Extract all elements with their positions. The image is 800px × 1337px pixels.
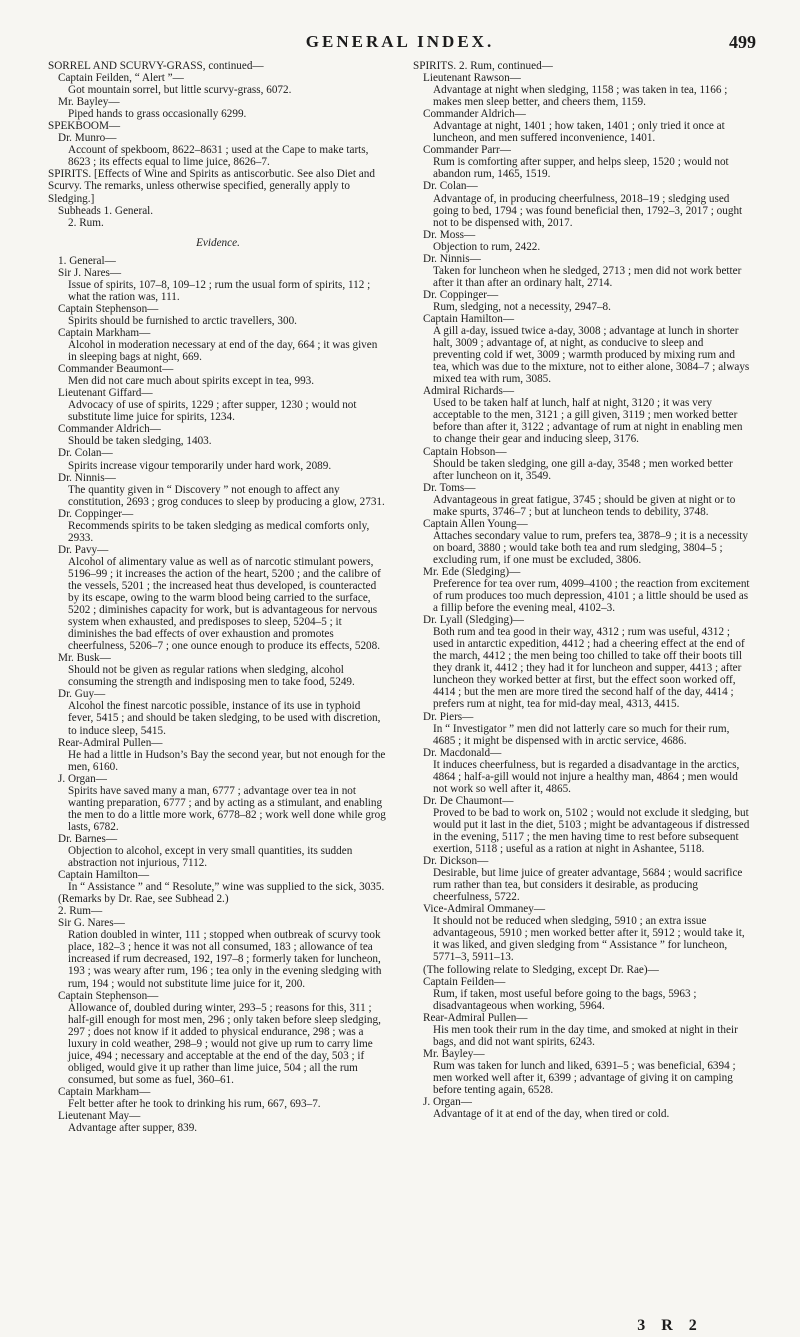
entry-text: Account of spekboom, 8622–8631 ; used at the Cape to make tarts, 8623 ; its effects equal to lime juice, 8626–7. (68, 144, 369, 169)
witness-name: Commander Aldrich— (58, 423, 161, 436)
witness-name: Dr. Moss— (423, 228, 476, 241)
entry-text: In “ Investigator ” men did not latterly care so much for their rum, 4685 ; it might be dispensed with in arctic service, 4686. (433, 722, 730, 747)
entry-text: Spirits should be furnished to arctic travellers, 300. (68, 314, 297, 327)
witness-name: Mr. Busk— (58, 652, 111, 665)
entry-text: Advantage after supper, 839. (68, 1122, 198, 1135)
right-column (413, 60, 753, 1120)
entry-text: Recommends spirits to be taken sledging as medical comforts only, 2933. (68, 519, 370, 544)
entry-text: Should be taken sledging, one gill a-day, 3548 ; men worked better after luncheon on it, 3549. (433, 457, 733, 482)
entry-text: Objection to rum, 2422. (433, 240, 541, 253)
entry-text: Felt better after he took to drinking his rum, 667, 693–7. (68, 1097, 321, 1110)
witness-name: Dr. Guy— (58, 688, 106, 701)
entry-text: Both rum and tea good in their way, 4312 ; rum was useful, 4312 ; used in antarctic expedition, 4412 ; had a cheering effect at the end of the march, 4412 ; the men being too chilled to take off their boots till they drank it, 4412 ; they had it for luncheon and supper, 4413 ; after luncheon they worked better at first, but the effect soon worked off, 4414 ; but the men are more tired the second half of the day, 4414 ; prefers rum at night, tea for mid-day meal, 4313, 4415. (433, 626, 745, 711)
entry-text: Advantage of, in producing cheerfulness, 2018–19 ; sledging used going to bed, 1794 ; was found beneficial then, 1792–3, 2017 ; ought not to be dispensed with, 2017. (433, 192, 743, 229)
entry-text: Desirable, but lime juice of greater advantage, 5684 ; would sacrifice rum rather than tea, but considers it desirable, as producing cheerfulness, 5722. (433, 867, 743, 904)
entry-text: Got mountain sorrel, but little scurvy-grass, 6072. (68, 84, 292, 97)
witness-name: Dr. Ninnis— (58, 471, 116, 484)
witness-name: Captain Allen Young— (423, 517, 528, 530)
witness-name: Lieutenant May— (58, 1110, 141, 1123)
witness-name: Lieutenant Rawson— (423, 72, 521, 85)
witness-name: Commander Aldrich— (423, 108, 526, 121)
entry-text: Allowance of, doubled during winter, 293–5 ; reasons for this, 311 ; half-gill enough for most men, 296 ; only taken before sleep sledging, 297 ; does not know if it added to physical endurance, 298 ; was a luxury in cold weather, 298–9 ; would not give up rum to carry lime juice, 494 ; necessary and acceptable at the end of the day, 503 ; if obliged, would give it up rather than lime juice, 504 ; all the rum consumed, but some as fuel, 360–61. (68, 1001, 381, 1086)
witness-name: Dr. Munro— (58, 132, 117, 145)
witness-name: Dr. Colan— (58, 447, 113, 460)
witness-name: Dr. Lyall (Sledging)— (423, 614, 524, 627)
entry-text: Men did not care much about spirits except in tea, 993. (68, 375, 315, 388)
witness-name: Subheads 1. General. (58, 204, 154, 217)
entry-text: Issue of spirits, 107–8, 109–12 ; rum the usual form of spirits, 112 ; what the ration was, 111. (68, 278, 371, 303)
witness-name: Mr. Bayley— (58, 96, 120, 109)
entry-text: Spirits increase vigour temporarily under hard work, 2089. (68, 459, 332, 472)
entry-text: It induces cheerfulness, but is regarded a disadvantage in the arctics, 4864 ; half-a-gill would not injure a healthy man, 4864 ; men would not work so well after it, 4865. (433, 758, 740, 795)
entry-text: 2. Rum. (68, 216, 104, 229)
witness-name: Dr. Dickson— (423, 855, 489, 868)
witness-name: Dr. De Chaumont— (423, 794, 514, 807)
witness-name: Dr. Toms— (423, 481, 476, 494)
witness-name: Captain Stephenson— (58, 989, 159, 1002)
section-divider: Evidence. (196, 236, 240, 249)
entry-text: He had a little in Hudson’s Bay the second year, but not enough for the men, 6160. (68, 748, 386, 773)
entry-text: Attaches secondary value to rum, prefers tea, 3878–9 ; it is a necessity on board, 3880 ; would take both tea and rum sledging, 3804–5 ; excluding rum, if one must be excluded, 3806. (433, 529, 749, 566)
witness-name: Vice-Admiral Ommaney— (423, 903, 546, 916)
witness-name: Captain Feilden, “ Alert ”— (58, 72, 184, 85)
witness-name: Mr. Bayley— (423, 1047, 485, 1060)
witness-name: Captain Hobson— (423, 445, 507, 458)
entry-text: Rum, if taken, most useful before going to the bags, 5963 ; disadvantageous when working, 5964. (433, 987, 697, 1012)
witness-name: Captain Hamilton— (423, 312, 515, 325)
entry-text: Used to be taken half at lunch, half at night, 3120 ; it was very acceptable to the men, 3121 ; a gill given, 3119 ; men worked better before than after it, 3122 ; advantage of rum at night in enabling men to change their gear and inducing sleep, 3176. (433, 397, 743, 446)
entry-text: Preference for tea over rum, 4099–4100 ; the reaction from excitement of rum produces too much depression, 4101 ; a little should be used as a fillip before the evening meal, 4102–3. (433, 578, 750, 615)
entry-text: Advantage at night, 1401 ; how taken, 1401 ; only tried it once at luncheon, and men suffered inconvenience, 1401. (433, 120, 725, 145)
witness-name: Commander Parr— (423, 144, 511, 157)
entry-text: Ration doubled in winter, 111 ; stopped when outbreak of scurvy took place, 182–3 ; hence it was not all consumed, 183 ; allowance of tea increased if rum decreased, 192, 197–8 ; formerly taken for luncheon, 193 ; was weary after rum, 196 ; tea only in the evening sledging with rum, 194 ; would not substitute lime juice for it, 200. (68, 929, 382, 990)
witness-name: (Remarks by Dr. Rae, see Subhead 2.) (58, 893, 229, 906)
witness-name: Dr. Barnes— (58, 832, 118, 845)
witness-name: Rear-Admiral Pullen— (58, 736, 163, 749)
witness-name: (The following relate to Sledging, except Dr. Rae)— (423, 963, 659, 976)
entry-text: Advantageous in great fatigue, 3745 ; should be given at night or to make spurts, 3746–7 ; but at luncheon tends to debility, 3748. (433, 493, 736, 518)
witness-name: Dr. Colan— (423, 180, 478, 193)
witness-name: Captain Markham— (58, 1085, 151, 1098)
page-number: 499 (729, 32, 756, 52)
entry-text: Taken for luncheon when he sledged, 2713 ; men did not work better after it than after an ordinary halt, 2714. (433, 264, 742, 289)
entry-text: Advantage of it at end of the day, when tired or cold. (433, 1108, 670, 1121)
entry-text: Objection to alcohol, except in very small quantities, its sudden abstraction not injurious, 7112. (68, 845, 353, 870)
entry-text: Rum is comforting after supper, and helps sleep, 1520 ; would not abandon rum, 1465, 1519. (433, 156, 729, 181)
running-head (0, 32, 800, 52)
entry-text: A gill a-day, issued twice a-day, 3008 ; advantage at lunch in shorter halt, 3009 ; advantage of, at night, as conducive to sleep and preventing cold if wet, 3009 ; warmth produced by mixing rum and tea, which was due to the mixture, not to either alone, 3084–7 ; always mixed tea with rum, 3085. (433, 325, 750, 386)
witness-name: Dr. Ninnis— (423, 252, 481, 265)
entry-text: Should be taken sledging, 1403. (68, 435, 212, 448)
index-heading: SORREL AND SCURVY-GRASS, continued— (48, 60, 264, 72)
witness-name: Dr. Piers— (423, 710, 474, 723)
witness-name: Admiral Richards— (423, 385, 515, 398)
witness-name: 1. General— (58, 254, 116, 267)
witness-name: Mr. Ede (Sledging)— (423, 565, 521, 578)
witness-name: Sir J. Nares— (58, 266, 122, 279)
entry-text: The quantity given in “ Discovery ” not enough to affect any constitution, 2693 ; grog conduces to sleep by producing a glow, 2731. (68, 483, 385, 508)
entry-text: Advocacy of use of spirits, 1229 ; after supper, 1230 ; would not substitute lime juice for spirits, 1234. (68, 399, 357, 424)
entry-text: It should not be reduced when sledging, 5910 ; an extra issue advantageous, 5910 ; men worked better after it, 5912 ; would take it, it was liked, and given sledging from “ Assistance ” for luncheon, 5771–3, 5911–13. (433, 915, 745, 964)
entry-text: Spirits have saved many a man, 6777 ; advantage over tea in not wanting preparation, 6777 ; and by acting as a stimulant, and enabling the men to do a little more work, 6778–82 ; work well done while grog lasts, 6782. (68, 784, 386, 833)
entry-text: Proved to be bad to work on, 5102 ; would not exclude it sledging, but would put it last in the diet, 5103 ; might be advantageous if distressed in the evening, 5117 ; the men having time to rest before subsequent exertion, 5118 ; useful as a ration at night in Ashantee, 5118. (433, 806, 750, 856)
signature-mark: 3 R 2 (637, 1317, 703, 1334)
entry-text: Advantage at night when sledging, 1158 ; was taken in tea, 1166 ; makes men sleep better, and cheers them, 1159. (433, 84, 728, 109)
entry-text: Alcohol of alimentary value as well as of narcotic stimulant powers, 5196–99 ; it increases the action of the heart, 5200 ; and the calibre of the vessels, 5201 ; the increased heat thus developed, is counteracted by its escape, owing to the warm blood being carried to the surface, 5202 ; diminishes capacity for work, but is advantageous for nervous system when exhausted, and predisposes to sleep, 5204–5 ; it diminishes the bad effects of over exhaustion and promotes cheerfulness, 5206–7 ; one ounce enough to produce its effects, 5208. (68, 555, 381, 653)
index-heading: SPIRITS. 2. Rum, continued— (413, 60, 553, 72)
witness-name: Captain Stephenson— (58, 302, 159, 315)
witness-name: Dr. Coppinger— (58, 507, 134, 520)
witness-name: Rear-Admiral Pullen— (423, 1011, 528, 1024)
entry-text: Alcohol the finest narcotic possible, instance of its use in typhoid fever, 5415 ; and should be taken sledging, to be used with discretion, to induce sleep, 5415. (68, 700, 381, 737)
witness-name: Captain Feilden— (423, 975, 506, 988)
entry-text: Rum, sledging, not a necessity, 2947–8. (433, 300, 611, 313)
witness-name: Dr. Macdonald— (423, 746, 502, 759)
witness-name: Dr. Pavy— (58, 543, 109, 556)
left-column (48, 60, 388, 1134)
witness-name: Sir G. Nares— (58, 917, 125, 930)
entry-text: Piped hands to grass occasionally 6299. (68, 108, 247, 121)
witness-name: Lieutenant Giffard— (58, 387, 153, 400)
witness-name: Dr. Coppinger— (423, 288, 499, 301)
entry-text: Rum was taken for lunch and liked, 6391–5 ; was beneficial, 6394 ; men worked well after it, 6399 ; advantage of giving it on camping before tenting again, 6528. (433, 1059, 736, 1096)
witness-name: J. Organ— (58, 772, 107, 785)
page-title: GENERAL INDEX. (305, 32, 495, 51)
witness-name: Commander Beaumont— (58, 363, 174, 376)
witness-name: Captain Markham— (58, 326, 151, 339)
entry-text: Alcohol in moderation necessary at end of the day, 664 ; it was given in sleeping bags at night, 669. (68, 339, 378, 364)
witness-name: J. Organ— (423, 1096, 472, 1109)
entry-text: In “ Assistance ” and “ Resolute,” wine was supplied to the sick, 3035. (68, 881, 385, 894)
index-heading: SPIRITS. [Effects of Wine and Spirits as antiscorbutic. See also Diet and Scurvy. The remarks, unless otherwise specified, generally apply to Sledging.] (48, 168, 375, 205)
entry-text: Should not be given as regular rations when sledging, alcohol consuming the strength and indisposing men to take food, 5249. (68, 664, 355, 689)
witness-name: Captain Hamilton— (58, 869, 150, 882)
index-heading: SPEKBOOM— (48, 120, 121, 133)
witness-name: 2. Rum— (58, 905, 103, 918)
entry-text: His men took their rum in the day time, and smoked at night in their bags, and did not want spirits, 6243. (433, 1023, 738, 1048)
